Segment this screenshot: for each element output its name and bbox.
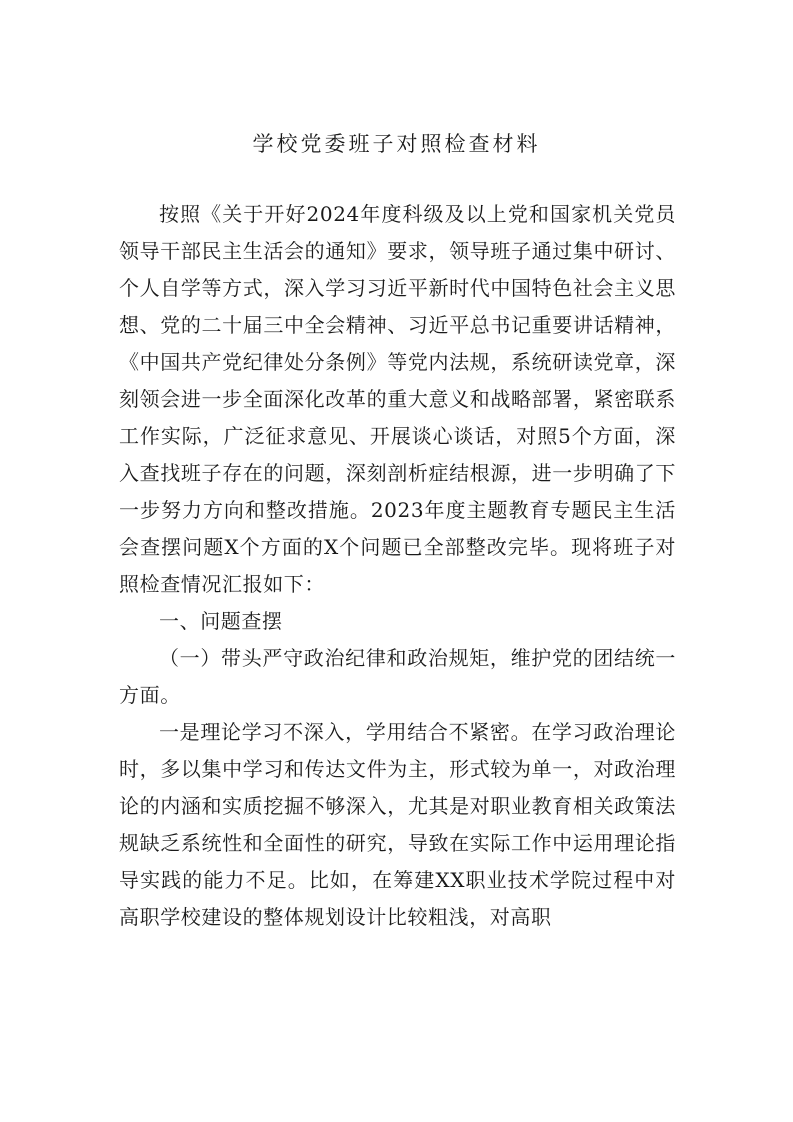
section-heading: 一、问题查摆 (159, 609, 283, 633)
document-title: 学校党委班子对照检查材料 (252, 132, 541, 156)
document-body (119, 196, 676, 936)
intro-paragraph: 按照《关于开好2024年度科级及以上党和国家机关党员领导干部民主生活会的通知》要求，领导班子通过集中研讨、个人自学等方式，深入学习习近平新时代中国特色社会主义思想、党的二十届三中全会精神、习近平总书记重要讲话精神，《中国共产党纪律处分条例》等党内法规，系统研读党章，深刻领会进一步全面深化改革的重大意义和战略部署，紧密联系工作实际，广泛征求意见、开展谈心谈话，对照5个方面，深入查找班子存在的问题，深刻剖析症结根源，进一步明确了下一步努力方向和整改措施。2023年度主题教育专题民主生活会查摆问题X个方面的X个问题已全部整改完毕。现将班子对照检查情况汇报如下： (119, 202, 676, 596)
subsection-heading: （一）带头严守政治纪律和政治规矩，维护党的团结统一方面。 (119, 646, 676, 707)
body-paragraph: 一是理论学习不深入，学用结合不紧密。在学习政治理论时，多以集中学习和传达文件为主，形式较为单一，对政治理论的内涵和实质挖掘不够深入，尤其是对职业教育相关政策法规缺乏系统性和全面性的研究，导致在实际工作中运用理论指导实践的能力不足。比如，在筹建XX职业技术学院过程中对高职学校建设的整体规划设计比较粗浅，对高职 (119, 720, 676, 929)
